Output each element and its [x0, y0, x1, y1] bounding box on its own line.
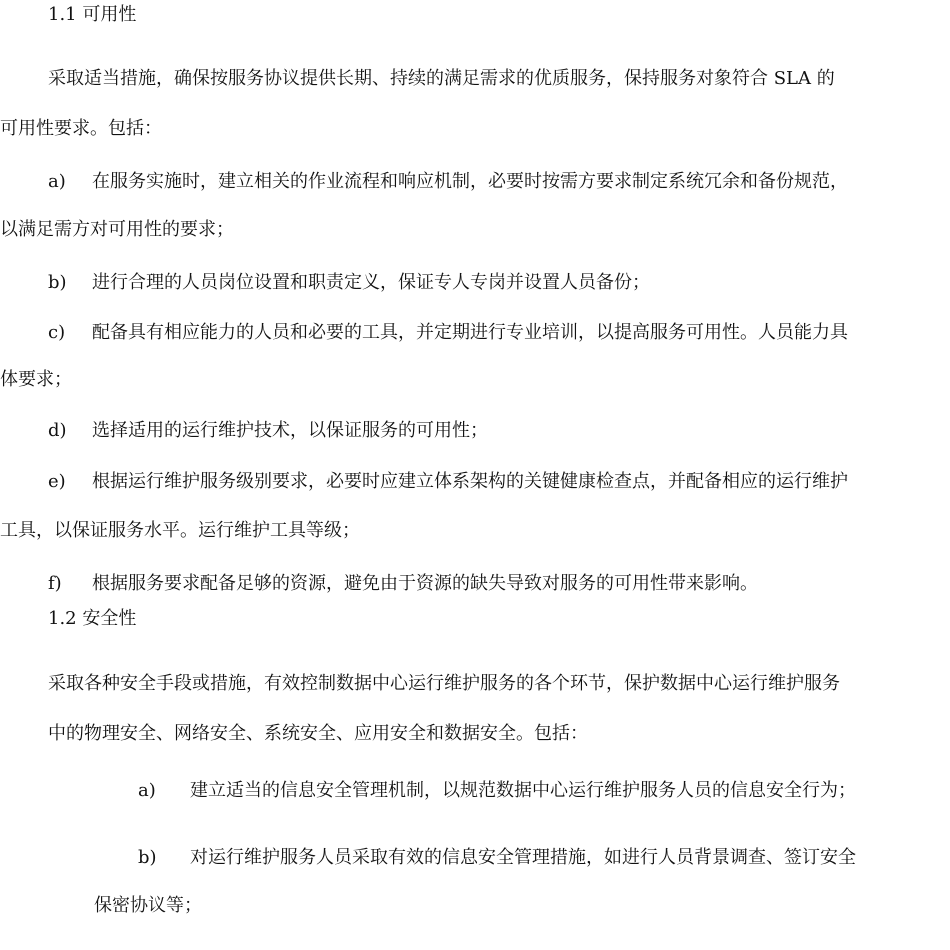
list-item-availability-a — [48, 169, 848, 195]
list-item-text: 进行合理的人员岗位设置和职责定义，保证专人专岗并设置人员备份； — [92, 272, 650, 293]
list-item-text: 根据服务要求配备足够的资源，避免由于资源的缺失导致对服务的可用性带来影响。 — [92, 573, 758, 594]
list-item-availability-a-cont: 以满足需方对可用性的要求； — [0, 219, 234, 240]
paragraph-availability-intro: 采取适当措施，确保按服务协议提供长期、持续的满足需求的优质服务，保持服务对象符合 SLA 的 — [48, 68, 835, 89]
list-marker: e) — [48, 471, 66, 492]
list-item-availability-c-cont: 体要求； — [0, 369, 72, 390]
list-marker: d) — [48, 420, 67, 441]
list-marker: b) — [138, 847, 157, 868]
list-marker: f) — [48, 573, 62, 594]
section-heading-availability: 1.1 可用性 — [48, 4, 137, 25]
list-marker: b) — [48, 272, 67, 293]
list-item-availability-d — [48, 418, 488, 444]
list-marker: a) — [138, 780, 156, 801]
paragraph-security-intro: 采取各种安全手段或措施，有效控制数据中心运行维护服务的各个环节，保护数据中心运行维护服务 — [48, 673, 840, 694]
list-item-availability-c — [48, 320, 848, 346]
list-item-text: 对运行维护服务人员采取有效的信息安全管理措施，如进行人员背景调查、签订安全 — [190, 847, 856, 868]
paragraph-security-intro-cont: 中的物理安全、网络安全、系统安全、应用安全和数据安全。包括： — [48, 723, 588, 744]
list-item-text: 选择适用的运行维护技术，以保证服务的可用性； — [92, 420, 488, 441]
paragraph-availability-intro-cont: 可用性要求。包括： — [0, 118, 162, 139]
list-item-text: 在服务实施时，建立相关的作业流程和响应机制，必要时按需方要求制定系统冗余和备份规范， — [92, 171, 848, 192]
list-item-text: 根据运行维护服务级别要求，必要时应建立体系架构的关键健康检查点，并配备相应的运行维护 — [92, 471, 848, 492]
list-item-security-b — [138, 845, 856, 871]
list-item-availability-e-cont: 工具，以保证服务水平。运行维护工具等级； — [0, 520, 360, 541]
list-item-availability-f — [48, 571, 758, 597]
section-heading-security: 1.2 安全性 — [48, 608, 137, 629]
list-item-availability-b — [48, 270, 650, 296]
list-marker: a) — [48, 171, 66, 192]
list-item-text: 建立适当的信息安全管理机制，以规范数据中心运行维护服务人员的信息安全行为； — [190, 780, 856, 801]
list-item-text: 配备具有相应能力的人员和必要的工具，并定期进行专业培训，以提高服务可用性。人员能力具 — [92, 322, 848, 343]
list-item-availability-e — [48, 469, 848, 495]
list-marker: c) — [48, 322, 66, 343]
list-item-security-a — [138, 778, 856, 804]
list-item-security-b-cont: 保密协议等； — [94, 895, 202, 916]
